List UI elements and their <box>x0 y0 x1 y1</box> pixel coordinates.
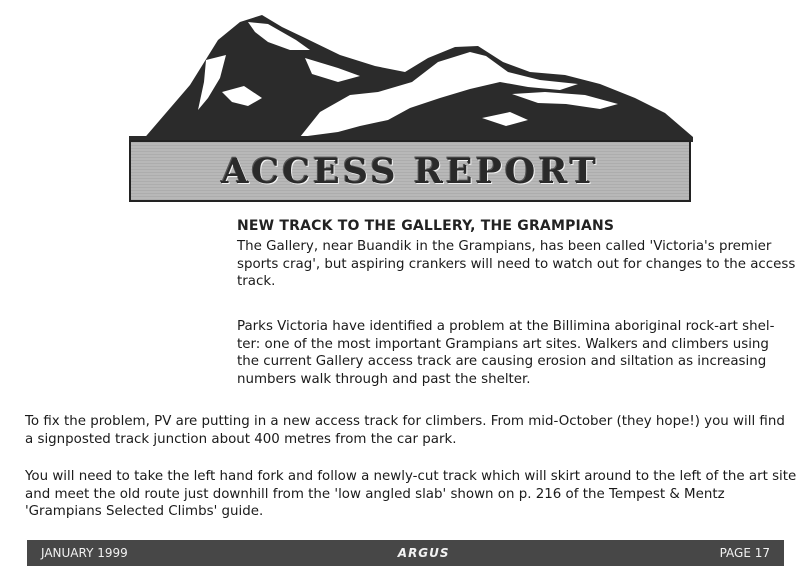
text-line: You will need to take the left hand fork and follow a newly-cut track which will skirt around to the left of the art site <box>25 469 797 484</box>
footer-bar <box>27 540 784 566</box>
text-line: The Gallery, near Buandik in the Grampians, has been called 'Victoria's premier <box>237 239 772 254</box>
text-line: sports crag', but aspiring crankers will need to watch out for changes to the access <box>237 256 796 272</box>
text-line: and meet the old route just downhill from the 'low angled slab' shown on p. 216 of the Tempest & Mentz <box>25 486 725 502</box>
paragraph <box>237 318 802 388</box>
paragraph <box>237 238 802 291</box>
text-line: a signposted track junction about 400 metres from the car park. <box>25 431 457 447</box>
footer-date: JANUARY 1999 <box>41 546 128 560</box>
footer-publication: ARGUS <box>397 546 450 560</box>
banner <box>129 140 691 202</box>
text-line: numbers walk through and past the shelter. <box>237 371 531 387</box>
text-line: Parks Victoria have identified a problem at the Billimina aboriginal rock-art shel- <box>237 319 775 334</box>
banner-title: ACCESS REPORT <box>221 150 599 192</box>
text-line: ter: one of the most important Grampians art sites. Walkers and climbers using <box>237 336 769 352</box>
article-heading: NEW TRACK TO THE GALLERY, THE GRAMPIANS <box>237 218 615 234</box>
text-line: 'Grampians Selected Climbs' guide. <box>25 504 264 520</box>
text-line: To fix the problem, PV are putting in a new access track for climbers. From mid-October (they hope!) you will find <box>25 414 785 429</box>
footer-page-number: PAGE 17 <box>719 546 770 560</box>
text-line: the current Gallery access track are causing erosion and siltation as increasing <box>237 354 767 370</box>
masthead <box>0 0 810 215</box>
paragraph <box>25 413 805 448</box>
text-line: track. <box>237 274 276 290</box>
paragraph <box>25 468 805 521</box>
